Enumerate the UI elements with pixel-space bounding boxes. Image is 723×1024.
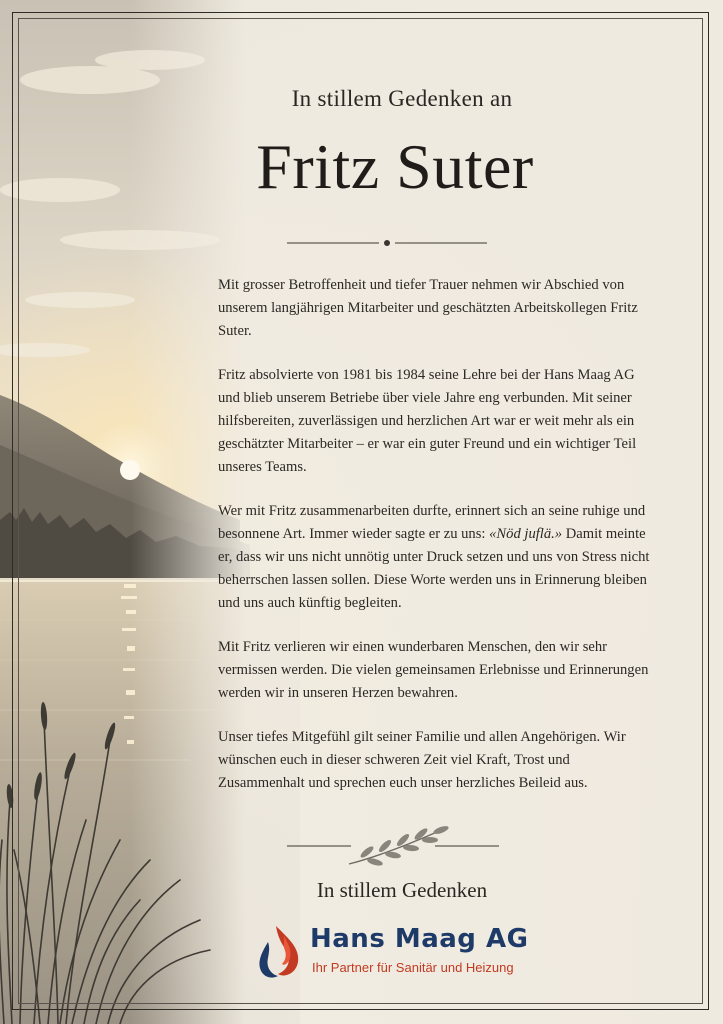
paragraph-quote-before: Wer mit Fritz zusammenarbeiten durfte, erinnert sich an seine ruhige und besonnene Art. Immer wieder sagte er zu uns: — [218, 503, 646, 542]
company-logo — [258, 918, 538, 982]
olive-branch-icon — [287, 822, 499, 870]
flame-water-drop-icon — [258, 920, 306, 980]
quote-text: «Nöd juflä.» — [489, 526, 563, 542]
paragraph-condolences: Unser tiefes Mitgefühl gilt seiner Familie und allen Angehörigen. Wir wünschen euch in dieser schweren Zeit viel Kraft, Trost und Zusammenhalt und sprechen euch unser herzliches Beileid aus. — [218, 729, 626, 791]
obituary-text — [218, 274, 658, 816]
paragraph-quote — [218, 500, 658, 615]
paragraph-memories: Mit Fritz verlieren wir einen wunderbaren Menschen, den wir sehr vermissen werden. Die vielen gemeinsamen Erlebnisse und Erinnerungen werden wir in unseren Herzen bewahren. — [218, 639, 649, 701]
logo-company-name: Hans Maag AG — [310, 924, 529, 954]
dot-divider-icon — [287, 236, 487, 250]
intro-heading: In stillem Gedenken an — [291, 86, 513, 111]
closing-text: In stillem Gedenken — [316, 878, 488, 902]
paragraph-farewell: Mit grosser Betroffenheit und tiefer Trauer nehmen wir Abschied von unserem langjährigen Mitarbeiter und geschätzten Arbeitskollegen Fritz Suter. — [218, 277, 638, 339]
deceased-name: Fritz Suter — [256, 131, 534, 202]
paragraph-quote-after: Damit meinte er, dass wir uns nicht unnötig unter Druck setzen und uns von Stress nicht beherrschen lassen sollen. Diese Worte werden uns in Erinnerung bleiben und uns auch künftig begleiten. — [218, 526, 650, 611]
paragraph-career: Fritz absolvierte von 1981 bis 1984 seine Lehre bei der Hans Maag AG und blieb unserem Betriebe über viele Jahre eng verbunden. Mit seiner hilfsbereiten, zuverlässigen und herzlichen Art war er weit mehr als ein geschätzter Mitarbeiter – er war ein guter Freund und ein wichtiger Teil unseres Teams. — [218, 367, 637, 475]
logo-tagline: Ihr Partner für Sanitär und Heizung — [312, 960, 514, 975]
